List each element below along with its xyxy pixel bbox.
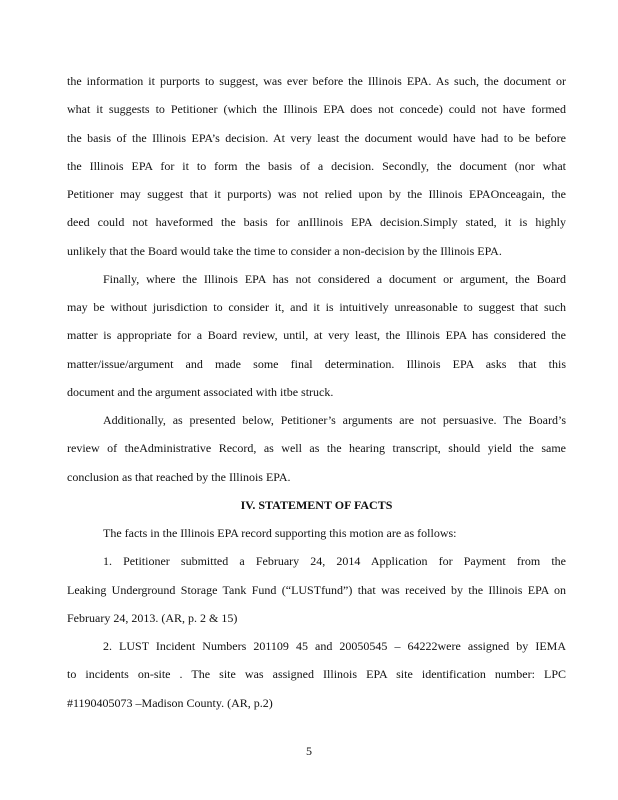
document-body [67,67,566,717]
text-line: the basis of the Illinois EPA’s decision. At very least the document would have had to be before [67,130,566,145]
fact-line: #1190405073 –Madison County. (AR, p.2) [67,695,273,710]
text-line: what it suggests to Petitioner (which the Illinois EPA does not concede) could not have formed [67,102,566,117]
fact-line: Leaking Underground Storage Tank Fund (“LUSTfund”) that was received by the Illinois EPA on [67,582,566,597]
fact-line: 1. Petitioner submitted a February 24, 2014 Application for Payment from the [103,554,566,569]
text-line: matter/issue/argument and made some final determination. Illinois EPA asks that this [67,356,566,371]
text-line: Petitioner may suggest that it purports) was not relied upon by the Illinois EPAOnceagain, the [67,187,566,201]
section-heading: IV. STATEMENT OF FACTS [240,497,393,512]
text-line: deed could not haveformed the basis for anIllinois EPA decision.Simply stated, it is highly [67,215,566,230]
text-line: conclusion as that reached by the Illinois EPA. [67,469,291,484]
fact-line: February 24, 2013. (AR, p. 2 & 15) [67,610,238,625]
text-line: document and the argument associated with itbe struck. [67,384,334,399]
text-line: The facts in the Illinois EPA record supporting this motion are as follows: [103,526,457,540]
fact-line: to incidents on-site . The site was assigned Illinois EPA site identification number: LPC [67,667,566,682]
text-line: Finally, where the Illinois EPA has not considered a document or argument, the Board [103,271,566,286]
text-line: matter is appropriate for a Board review, until, at very least, the Illinois EPA has considered the [67,328,566,343]
text-line: the information it purports to suggest, was ever before the Illinois EPA. As such, the document or [67,74,566,88]
fact-line: 2. LUST Incident Numbers 201109 45 and 20050545 – 64222were assigned by IEMA [103,639,566,653]
text-line: unlikely that the Board would take the time to consider a non-decision by the Illinois EPA. [67,243,502,258]
page-number: 5 [306,744,312,758]
text-line: Additionally, as presented below, Petitioner’s arguments are not persuasive. The Board’s [103,413,566,427]
text-line: the Illinois EPA for it to form the basis of a decision. Secondly, the document (nor what [67,158,566,173]
text-line: review of theAdministrative Record, as well as the hearing transcript, should yield the same [67,441,566,456]
text-line: may be without jurisdiction to consider it, and it is intuitively unreasonable to suggest that such [67,300,566,314]
